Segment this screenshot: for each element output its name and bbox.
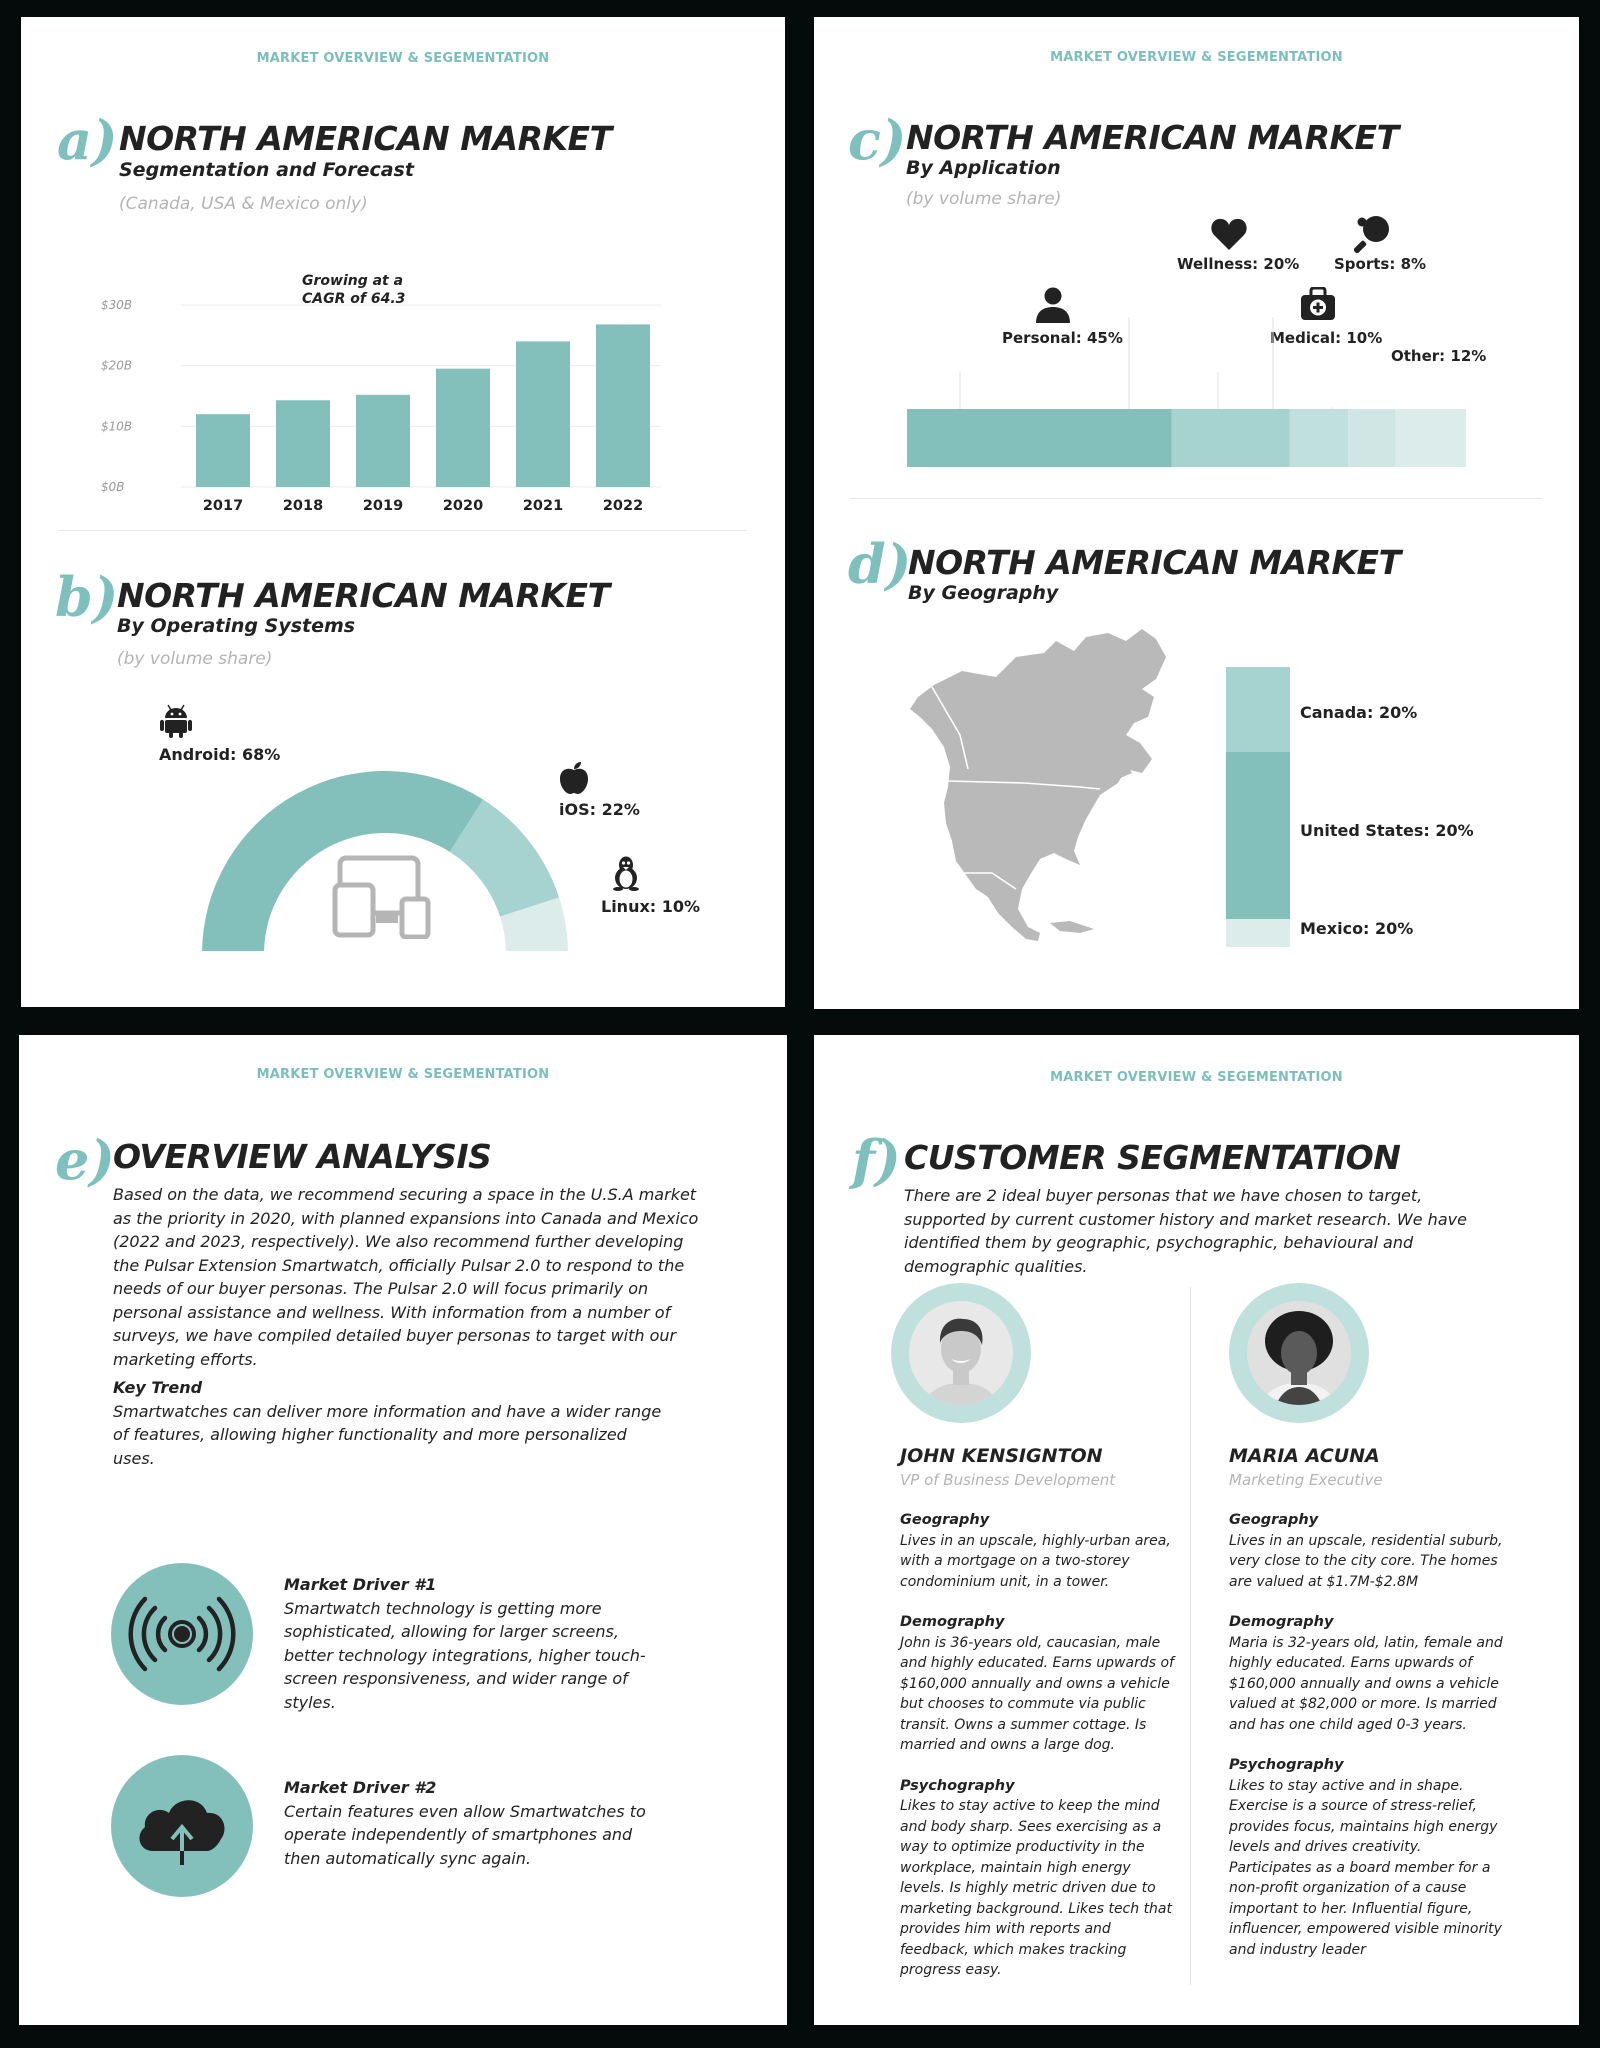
persona1-psy-title: Psychography <box>900 1777 1015 1794</box>
overview-paragraph: Based on the data, we recommend securing a space in the U.S.A market as the priority in 2020, with planned expansions into Canada and Mexico (2022 and 2023, respectively). We also recommend further developing the Pulsar Extension Smartwatch, officially Pulsar 2.0 to respond to the needs of our buyer personas. The Pulsar 2.0 will focus primarily on personal assistance and wellness. With information from a number of surveys, we have compiled detailed buyer personas to target with our marketing efforts. <box>113 1185 699 1369</box>
persona1-geo-title: Geography <box>900 1512 990 1528</box>
persona2-demo-text: Maria is 32-years old, latin, female and highly educated. Earns upwards of $160,000 annually and owns a vehicle valued at $82,000 or more. Is married and has one child aged 0-3 years. <box>1229 1634 1503 1733</box>
section-b-note: (by volume share) <box>117 649 273 669</box>
divider-a-b <box>59 530 747 531</box>
persona2-geo-text: Lives in an upscale, residential suburb, very close to the city core. The homes are valued at $1.7M-$2.8M <box>1229 1532 1503 1590</box>
header-label: MARKET OVERVIEW & SEGEMENTATION <box>1050 1070 1343 1085</box>
application-stacked-bar <box>814 317 1579 467</box>
y-tick-label: $20B <box>101 358 133 373</box>
persona1-demo-title: Demography <box>900 1614 1005 1630</box>
key-trend-block <box>113 1376 673 1470</box>
y-tick-label: $30B <box>101 298 133 312</box>
android-label: Android: 68% <box>159 745 281 764</box>
annotation-line-2: CAGR of 64.3 <box>302 291 406 307</box>
x-tick-label: 2020 <box>442 498 484 514</box>
section-letter-d: d) <box>848 532 912 596</box>
ios-label: iOS: 22% <box>559 800 640 819</box>
header-label: MARKET OVERVIEW & SEGEMENTATION <box>256 51 550 66</box>
android-icon <box>159 703 193 739</box>
linux-penguin-icon <box>611 855 641 891</box>
persona1-name: JOHN KENSIGNTON <box>900 1445 1103 1467</box>
cloud-upload-icon <box>111 1755 253 1897</box>
section-a-note: (Canada, USA & Mexico only) <box>119 194 368 214</box>
devices-icon <box>332 855 432 939</box>
persona2-details <box>1229 1510 1503 1960</box>
driver1-title: Market Driver #1 <box>284 1575 437 1594</box>
segmentation-intro: There are 2 ideal buyer personas that we have chosen to target, supported by current customer history and market research. We have identified them by geographic, psychographic, behavioural and demographic qualities. <box>904 1186 1467 1276</box>
key-trend-title: Key Trend <box>113 1378 203 1397</box>
geography-stacked-bar <box>1210 667 1290 957</box>
persona1-role: VP of Business Development <box>900 1471 1116 1489</box>
linux-label: Linux: 10% <box>601 897 701 916</box>
persona1-geo-text: Lives in an upscale, highly-urban area, with a mortgage on a two-storey condominium unit, in a tower. <box>900 1532 1171 1590</box>
x-tick-label: 2022 <box>602 498 644 514</box>
section-b-subtitle: By Operating Systems <box>117 615 356 637</box>
market-driver-1 <box>284 1573 664 1714</box>
medical-label: Medical: 10% <box>1270 329 1383 347</box>
canada-label: Canada: 20% <box>1300 703 1418 722</box>
usa-label: United States: 20% <box>1300 821 1474 840</box>
application-segment <box>1395 409 1466 467</box>
heart-icon <box>1210 217 1248 251</box>
geography-segment <box>1226 752 1290 919</box>
other-label: Other: 12% <box>1391 347 1487 365</box>
bar <box>516 341 570 487</box>
section-c-note: (by volume share) <box>906 189 1062 209</box>
driver2-text: Certain features even allow Smartwatches to operate independently of smartphones and then automatically sync again. <box>284 1801 646 1868</box>
persona1-demo-text: John is 36-years old, caucasian, male and highly educated. Earns upwards of $160,000 annually and owns a vehicle but chooses to commute via public transit. Owns a summer cottage. Is married and owns a large dog. <box>900 1634 1174 1753</box>
key-trend-text: Smartwatches can deliver more information and have a wider range of features, allowing higher functionality and more personalized uses. <box>113 1401 662 1468</box>
application-segment <box>1348 409 1395 467</box>
page-customer-segmentation <box>814 1035 1579 2025</box>
section-a-title: NORTH AMERICAN MARKET <box>119 119 612 158</box>
bar <box>436 369 490 487</box>
section-d-subtitle: By Geography <box>908 582 1059 604</box>
persona2-psy-text: Likes to stay active and in shape. Exercise is a source of stress-relief, provides focus, maintains high energy levels and drives creativity. Participates as a board member for a non-profit organization of a cause important to her. Influential figure, influencer, empowered visible minority and industry leader <box>1229 1777 1502 1958</box>
revenue-bar-chart <box>101 272 661 522</box>
section-letter-f: f) <box>852 1128 901 1192</box>
y-tick-label: $0B <box>101 480 125 494</box>
geography-segment <box>1226 667 1290 752</box>
personal-label: Personal: 45% <box>1002 329 1123 347</box>
mexico-label: Mexico: 20% <box>1300 919 1414 938</box>
sports-label: Sports: 8% <box>1334 255 1427 273</box>
north-america-map <box>904 627 1194 947</box>
geography-segment <box>1226 919 1290 947</box>
section-a-subtitle: Segmentation and Forecast <box>119 159 414 181</box>
driver2-title: Market Driver #2 <box>284 1778 437 1797</box>
x-tick-label: 2018 <box>282 498 324 514</box>
driver1-text: Smartwatch technology is getting more sophisticated, allowing for larger screens, better technology integrations, higher touch-screen responsiveness, and wider range of styles. <box>284 1598 646 1712</box>
section-d-title: NORTH AMERICAN MARKET <box>908 543 1401 582</box>
x-tick-label: 2019 <box>362 498 404 514</box>
persona2-role: Marketing Executive <box>1229 1471 1383 1489</box>
section-letter-a: a) <box>57 108 118 172</box>
bar <box>596 324 650 487</box>
divider-c-d <box>850 498 1542 499</box>
header-label: MARKET OVERVIEW & SEGEMENTATION <box>256 1067 550 1082</box>
apple-icon <box>558 761 590 795</box>
section-letter-e: e) <box>55 1128 115 1192</box>
x-tick-label: 2017 <box>202 498 244 514</box>
ping-pong-icon <box>1354 213 1394 253</box>
persona2-geo-title: Geography <box>1229 1512 1319 1528</box>
header-label: MARKET OVERVIEW & SEGEMENTATION <box>1050 50 1343 65</box>
section-c-title: NORTH AMERICAN MARKET <box>906 118 1399 157</box>
application-segment <box>907 409 1172 467</box>
application-segment <box>1172 409 1290 467</box>
bar <box>196 414 250 487</box>
persona2-name: MARIA ACUNA <box>1229 1445 1380 1467</box>
persona1-details <box>900 1510 1174 1981</box>
section-e-title: OVERVIEW ANALYSIS <box>113 1137 492 1176</box>
chart-a-annotation <box>302 272 405 308</box>
y-tick-label: $10B <box>101 419 133 434</box>
section-letter-c: c) <box>848 108 907 172</box>
wireless-signal-icon <box>111 1563 253 1705</box>
section-f-title: CUSTOMER SEGMENTATION <box>904 1138 1401 1177</box>
bar <box>276 400 330 487</box>
medical-kit-icon <box>1300 287 1336 321</box>
wellness-label: Wellness: 20% <box>1177 255 1300 273</box>
section-c-subtitle: By Application <box>906 157 1061 179</box>
section-letter-b: b) <box>55 565 119 629</box>
persona2-psy-title: Psychography <box>1229 1757 1344 1773</box>
avatar <box>891 1283 1031 1423</box>
persona1-psy-text: Likes to stay active to keep the mind and body sharp. Sees exercising as a way to optimize productivity in the workplace, maintain high energy levels. Is highly metric driven due to marketing background. Likes tech that provides him with reports and feedback, which makes tracking progress easy. <box>900 1798 1173 1978</box>
market-driver-2 <box>284 1776 664 1870</box>
avatar <box>1229 1283 1369 1423</box>
bar <box>356 395 410 487</box>
annotation-line-1: Growing at a <box>302 273 404 289</box>
application-segment <box>1289 409 1348 467</box>
section-b-title: NORTH AMERICAN MARKET <box>117 576 610 615</box>
x-tick-label: 2021 <box>522 498 564 514</box>
persona-divider <box>1190 1287 1191 1985</box>
persona2-demo-title: Demography <box>1229 1614 1334 1630</box>
page-market-c-d <box>814 17 1579 1009</box>
page-overview-analysis <box>19 1035 787 2025</box>
page-market-a-b <box>21 17 785 1007</box>
